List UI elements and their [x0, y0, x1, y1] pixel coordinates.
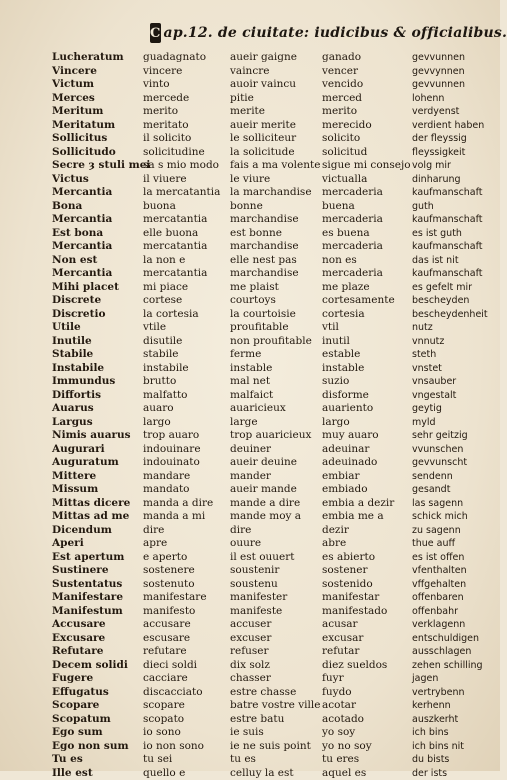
vocabulary-entry: scopare — [143, 699, 225, 713]
vocabulary-entry: mandato — [143, 483, 225, 497]
vocabulary-entry: merito — [322, 105, 410, 119]
vocabulary-entry: kaufmanschaft — [412, 240, 494, 254]
vocabulary-entry: ouure — [230, 537, 320, 551]
vocabulary-entry: Auarus — [52, 402, 140, 416]
vocabulary-entry: non es — [322, 254, 410, 268]
vocabulary-entry: est bonne — [230, 227, 320, 241]
vocabulary-entry: io sono — [143, 726, 225, 740]
vocabulary-entry: cacciare — [143, 672, 225, 686]
vocabulary-entry: embia me a — [322, 510, 410, 524]
vocabulary-entry: merito — [143, 105, 225, 119]
vocabulary-entry: Sollicitudo — [52, 146, 140, 160]
vocabulary-entry: Ille est — [52, 767, 140, 780]
vocabulary-entry: Mittere — [52, 470, 140, 484]
vocabulary-entry: victualla — [322, 173, 410, 187]
vocabulary-entry: kerhenn — [412, 699, 494, 713]
vocabulary-entry: manifestar — [322, 591, 410, 605]
vocabulary-entry: steth — [412, 348, 494, 362]
vocabulary-entry: vngestalt — [412, 389, 494, 403]
vocabulary-entry: tu sei — [143, 753, 225, 767]
vocabulary-entry: sostener — [322, 564, 410, 578]
vocabulary-entry: fuydo — [322, 686, 410, 700]
vocabulary-entry: mi piace — [143, 281, 225, 295]
vocabulary-entry: ie suis — [230, 726, 320, 740]
vocabulary-entry: Mercantia — [52, 186, 140, 200]
vocabulary-entry: vffgehalten — [412, 578, 494, 592]
vocabulary-entry: gevvunscht — [412, 456, 494, 470]
vocabulary-entry: muy auaro — [322, 429, 410, 443]
vocabulary-entry: ie ne suis point — [230, 740, 320, 754]
vocabulary-entry: large — [230, 416, 320, 430]
vocabulary-entry: Scopatum — [52, 713, 140, 727]
vocabulary-entry: soustenir — [230, 564, 320, 578]
vocabulary-entry: largo — [143, 416, 225, 430]
vocabulary-entry: Non est — [52, 254, 140, 268]
vocabulary-entry: Missum — [52, 483, 140, 497]
vocabulary-entry: la courtoisie — [230, 308, 320, 322]
vocabulary-entry: Lucheratum — [52, 51, 140, 65]
vocabulary-entry: estre batu — [230, 713, 320, 727]
vocabulary-entry: Aperi — [52, 537, 140, 551]
vocabulary-entry: Meritum — [52, 105, 140, 119]
vocabulary-entry: buena — [322, 200, 410, 214]
vocabulary-entry: mercaderia — [322, 267, 410, 281]
vocabulary-entry: inutil — [322, 335, 410, 349]
vocabulary-entry: du bists — [412, 753, 494, 767]
vocabulary-entry: pitie — [230, 92, 320, 106]
vocabulary-entry: Diffortis — [52, 389, 140, 403]
vocabulary-entry: vnnutz — [412, 335, 494, 349]
vocabulary-entry: manda a mi — [143, 510, 225, 524]
vocabulary-entry: vencido — [322, 78, 410, 92]
vocabulary-entry: vaincre — [230, 65, 320, 79]
vocabulary-entry: merecido — [322, 119, 410, 133]
vocabulary-entry: manifestado — [322, 605, 410, 619]
vocabulary-entry: Ego sum — [52, 726, 140, 740]
vocabulary-entry: thue auff — [412, 537, 494, 551]
vocabulary-entry: suzio — [322, 375, 410, 389]
vocabulary-entry: excuser — [230, 632, 320, 646]
vocabulary-entry: trop auaricieux — [230, 429, 320, 443]
vocabulary-entry: soustenu — [230, 578, 320, 592]
vocabulary-entry: dix solz — [230, 659, 320, 673]
vocabulary-entry: vencer — [322, 65, 410, 79]
vocabulary-entry: vertrybenn — [412, 686, 494, 700]
vocabulary-entry: bescheyden — [412, 294, 494, 308]
vocabulary-entry: dezir — [322, 524, 410, 538]
vocabulary-entry: malfatto — [143, 389, 225, 403]
vocabulary-entry: Immundus — [52, 375, 140, 389]
vocabulary-entry: sostenere — [143, 564, 225, 578]
vocabulary-entry: das ist nit — [412, 254, 494, 268]
vocabulary-entry: verdyenst — [412, 105, 494, 119]
vocabulary-entry: yo no soy — [322, 740, 410, 754]
vocabulary-entry: cortesamente — [322, 294, 410, 308]
vocabulary-entry: dire — [143, 524, 225, 538]
vocabulary-entry: chasser — [230, 672, 320, 686]
vocabulary-entry: jagen — [412, 672, 494, 686]
vocabulary-entry: Vincere — [52, 65, 140, 79]
vocabulary-entry: Bona — [52, 200, 140, 214]
vocabulary-entry: Sustentatus — [52, 578, 140, 592]
vocabulary-entry: manifestare — [143, 591, 225, 605]
vocabulary-entry: es buena — [322, 227, 410, 241]
vocabulary-entry: Manifestum — [52, 605, 140, 619]
vocabulary-entry: aquel es — [322, 767, 410, 780]
vocabulary-entry: e aperto — [143, 551, 225, 565]
vocabulary-entry: buona — [143, 200, 225, 214]
vocabulary-entry: der fleyssig — [412, 132, 494, 146]
vocabulary-entry: manifesto — [143, 605, 225, 619]
vocabulary-entry: instable — [230, 362, 320, 376]
vocabulary-entry: Mihi placet — [52, 281, 140, 295]
vocabulary-entry: il solicito — [143, 132, 225, 146]
vocabulary-entry: Secre ȝ stuli mei — [52, 159, 140, 173]
vocabulary-entry: io non sono — [143, 740, 225, 754]
vocabulary-entry: tu es — [230, 753, 320, 767]
vocabulary-entry: il viuere — [143, 173, 225, 187]
vocabulary-entry: mercaderia — [322, 213, 410, 227]
vocabulary-entry: instable — [322, 362, 410, 376]
latin-column — [52, 51, 140, 701]
vocabulary-entry: ganado — [322, 51, 410, 65]
vocabulary-entry: der ists — [412, 767, 494, 780]
vocabulary-entry: mandare — [143, 470, 225, 484]
vocabulary-entry: vnstet — [412, 362, 494, 376]
vocabulary-entry: verdient haben — [412, 119, 494, 133]
vocabulary-entry: manda a dire — [143, 497, 225, 511]
vocabulary-entry: myld — [412, 416, 494, 430]
vocabulary-entry: Mercantia — [52, 213, 140, 227]
vocabulary-entry: escusare — [143, 632, 225, 646]
vocabulary-entry: vfenthalten — [412, 564, 494, 578]
vocabulary-entry: diez sueldos — [322, 659, 410, 673]
italian-column — [143, 51, 225, 701]
vocabulary-entry: Instabile — [52, 362, 140, 376]
vocabulary-entry: Refutare — [52, 645, 140, 659]
vocabulary-entry: guth — [412, 200, 494, 214]
vocabulary-entry: la solicitude — [230, 146, 320, 160]
vocabulary-entry: auaricieux — [230, 402, 320, 416]
vocabulary-entry: nutz — [412, 321, 494, 335]
vocabulary-entry: Ego non sum — [52, 740, 140, 754]
vocabulary-entry: vnsauber — [412, 375, 494, 389]
vocabulary-entry: gevvunnen — [412, 51, 494, 65]
vocabulary-entry: solicito — [322, 132, 410, 146]
vocabulary-entry: il est ouuert — [230, 551, 320, 565]
vocabulary-entry: lohenn — [412, 92, 494, 106]
vocabulary-entry: cortese — [143, 294, 225, 308]
vocabulary-entry: sendenn — [412, 470, 494, 484]
vocabulary-entry: le viure — [230, 173, 320, 187]
vocabulary-entry: instabile — [143, 362, 225, 376]
vocabulary-entry: indouinare — [143, 443, 225, 457]
vocabulary-entry: Nimis auarus — [52, 429, 140, 443]
vocabulary-entry: ausschlagen — [412, 645, 494, 659]
vocabulary-entry: proufitable — [230, 321, 320, 335]
vocabulary-entry: zehen schilling — [412, 659, 494, 673]
vocabulary-entry: largo — [322, 416, 410, 430]
vocabulary-entry: marchandise — [230, 267, 320, 281]
vocabulary-entry: gesandt — [412, 483, 494, 497]
vocabulary-entry: apre — [143, 537, 225, 551]
vocabulary-entry: trop auaro — [143, 429, 225, 443]
vocabulary-entry: solicitud — [322, 146, 410, 160]
vocabulary-entry: disforme — [322, 389, 410, 403]
vocabulary-entry: Est bona — [52, 227, 140, 241]
vocabulary-entry: sostenido — [322, 578, 410, 592]
vocabulary-entry: Accusare — [52, 618, 140, 632]
vocabulary-entry: mercaderia — [322, 240, 410, 254]
vocabulary-entry: vtil — [322, 321, 410, 335]
vocabulary-entry: la marchandise — [230, 186, 320, 200]
vocabulary-entry: Discretio — [52, 308, 140, 322]
vocabulary-entry: Scopare — [52, 699, 140, 713]
vocabulary-entry: mal net — [230, 375, 320, 389]
vocabulary-entry: volg mir — [412, 159, 494, 173]
vocabulary-entry: estable — [322, 348, 410, 362]
vocabulary-entry: sehr geitzig — [412, 429, 494, 443]
vocabulary-entry: excusar — [322, 632, 410, 646]
vocabulary-entry: fuyr — [322, 672, 410, 686]
vocabulary-entry: acotado — [322, 713, 410, 727]
vocabulary-entry: tu eres — [322, 753, 410, 767]
vocabulary-entry: scopato — [143, 713, 225, 727]
vocabulary-entry: elle nest pas — [230, 254, 320, 268]
vocabulary-entry: manifester — [230, 591, 320, 605]
vocabulary-entry: Sustinere — [52, 564, 140, 578]
vocabulary-entry: Meritatum — [52, 119, 140, 133]
vocabulary-entry: refuser — [230, 645, 320, 659]
vocabulary-entry: mercatantia — [143, 267, 225, 281]
vocabulary-entry: estre chasse — [230, 686, 320, 700]
vocabulary-entry: aueir merite — [230, 119, 320, 133]
vocabulary-entry: Decem solidi — [52, 659, 140, 673]
vocabulary-entry: fais a ma volente — [230, 159, 320, 173]
vocabulary-entry: es gefelt mir — [412, 281, 494, 295]
vocabulary-entry: marchandise — [230, 213, 320, 227]
vocabulary-entry: Mittas ad me — [52, 510, 140, 524]
vocabulary-entry: fleyssigkeit — [412, 146, 494, 160]
vocabulary-entry: Discrete — [52, 294, 140, 308]
vocabulary-entry: celluy la est — [230, 767, 320, 780]
vocabulary-entry: solicitudine — [143, 146, 225, 160]
vocabulary-entry: disutile — [143, 335, 225, 349]
vocabulary-entry: sa s mio modo — [143, 159, 225, 173]
vocabulary-entry: accusare — [143, 618, 225, 632]
vocabulary-entry: stabile — [143, 348, 225, 362]
vocabulary-entry: embia a dezir — [322, 497, 410, 511]
vocabulary-entry: me plaze — [322, 281, 410, 295]
vocabulary-entry: auszkerht — [412, 713, 494, 727]
vocabulary-entry: entschuldigen — [412, 632, 494, 646]
vocabulary-entry: manifeste — [230, 605, 320, 619]
vocabulary-entry: discacciato — [143, 686, 225, 700]
chapter-title: ap.12. de ciuitate: iudicibus & officialibus. — [164, 25, 507, 41]
vocabulary-entry: gevvynnen — [412, 65, 494, 79]
vocabulary-entry: mercatantia — [143, 240, 225, 254]
vocabulary-entry: vtile — [143, 321, 225, 335]
vocabulary-entry: verklagenn — [412, 618, 494, 632]
vocabulary-entry: dire — [230, 524, 320, 538]
vocabulary-entry: mercede — [143, 92, 225, 106]
vocabulary-entry: Fugere — [52, 672, 140, 686]
vocabulary-entry: adeuinar — [322, 443, 410, 457]
vocabulary-entry: zu sagenn — [412, 524, 494, 538]
vocabulary-entry: mande moy a — [230, 510, 320, 524]
vocabulary-entry: mander — [230, 470, 320, 484]
vocabulary-entry: guadagnato — [143, 51, 225, 65]
vocabulary-entry: kaufmanschaft — [412, 213, 494, 227]
vocabulary-entry: Sollicitus — [52, 132, 140, 146]
vocabulary-entry: la non e — [143, 254, 225, 268]
vocabulary-entry: meritato — [143, 119, 225, 133]
initial-letter: C — [150, 23, 161, 43]
vocabulary-entry: gevvunnen — [412, 78, 494, 92]
vocabulary-entry: quello e — [143, 767, 225, 780]
vocabulary-entry: ich bins nit — [412, 740, 494, 754]
vocabulary-entry: Merces — [52, 92, 140, 106]
vocabulary-entry: mande a dire — [230, 497, 320, 511]
german-column — [412, 51, 494, 701]
vocabulary-entry: brutto — [143, 375, 225, 389]
vocabulary-entry: es ist guth — [412, 227, 494, 241]
vocabulary-entry: refutare — [143, 645, 225, 659]
vocabulary-entry: schick mich — [412, 510, 494, 524]
vocabulary-entry: dieci soldi — [143, 659, 225, 673]
vocabulary-entry: mercaderia — [322, 186, 410, 200]
vocabulary-entry: courtoys — [230, 294, 320, 308]
vocabulary-entry: dinharung — [412, 173, 494, 187]
vocabulary-entry: Utile — [52, 321, 140, 335]
vocabulary-entry: me plaist — [230, 281, 320, 295]
vocabulary-entry: vvunschen — [412, 443, 494, 457]
vocabulary-entry: Victum — [52, 78, 140, 92]
vocabulary-entry: Auguratum — [52, 456, 140, 470]
vocabulary-entry: mercatantia — [143, 213, 225, 227]
vocabulary-entry: acotar — [322, 699, 410, 713]
vocabulary-entry: merced — [322, 92, 410, 106]
vocabulary-entry: Victus — [52, 173, 140, 187]
vocabulary-entry: la mercatantia — [143, 186, 225, 200]
vocabulary-entry: le solliciteur — [230, 132, 320, 146]
vocabulary-entry: merite — [230, 105, 320, 119]
vocabulary-entry: embiado — [322, 483, 410, 497]
vocabulary-entry: indouinato — [143, 456, 225, 470]
vocabulary-entry: adeuinado — [322, 456, 410, 470]
vocabulary-entry: es abierto — [322, 551, 410, 565]
vocabulary-entry: bescheydenheit — [412, 308, 494, 322]
vocabulary-entry: la cortesia — [143, 308, 225, 322]
vocabulary-entry: las sagenn — [412, 497, 494, 511]
vocabulary-entry: kaufmanschaft — [412, 186, 494, 200]
vocabulary-entry: aueir mande — [230, 483, 320, 497]
vocabulary-entry: Stabile — [52, 348, 140, 362]
vocabulary-entry: accuser — [230, 618, 320, 632]
chapter-heading — [150, 22, 440, 44]
vocabulary-entry: deuiner — [230, 443, 320, 457]
vocabulary-entry: Inutile — [52, 335, 140, 349]
vocabulary-entry: auariento — [322, 402, 410, 416]
vocabulary-entry: Est apertum — [52, 551, 140, 565]
vocabulary-entry: Augurari — [52, 443, 140, 457]
vocabulary-entry: Tu es — [52, 753, 140, 767]
vocabulary-entry: refutar — [322, 645, 410, 659]
vocabulary-entry: yo soy — [322, 726, 410, 740]
vocabulary-entry: ich bins — [412, 726, 494, 740]
vocabulary-entry: auoir vaincu — [230, 78, 320, 92]
vocabulary-entry: elle buona — [143, 227, 225, 241]
vocabulary-entry: Mercantia — [52, 267, 140, 281]
vocabulary-entry: auaro — [143, 402, 225, 416]
vocabulary-entry: Effugatus — [52, 686, 140, 700]
vocabulary-entry: marchandise — [230, 240, 320, 254]
vocabulary-entry: abre — [322, 537, 410, 551]
vocabulary-entry: cortesia — [322, 308, 410, 322]
vocabulary-entry: ferme — [230, 348, 320, 362]
vocabulary-entry: offenbahr — [412, 605, 494, 619]
vocabulary-entry: sigue mi consejo — [322, 159, 410, 173]
vocabulary-entry: Mittas dicere — [52, 497, 140, 511]
vocabulary-entry: acusar — [322, 618, 410, 632]
vocabulary-entry: malfaict — [230, 389, 320, 403]
vocabulary-entry: batre vostre ville — [230, 699, 320, 713]
vocabulary-entry: Excusare — [52, 632, 140, 646]
vocabulary-entry: vinto — [143, 78, 225, 92]
vocabulary-entry: embiar — [322, 470, 410, 484]
vocabulary-entry: geytig — [412, 402, 494, 416]
vocabulary-entry: sostenuto — [143, 578, 225, 592]
french-column — [230, 51, 320, 701]
vocabulary-entry: Dicendum — [52, 524, 140, 538]
spanish-column — [322, 51, 410, 701]
vocabulary-entry: es ist offen — [412, 551, 494, 565]
vocabulary-entry: offenbaren — [412, 591, 494, 605]
vocabulary-entry: bonne — [230, 200, 320, 214]
vocabulary-entry: vincere — [143, 65, 225, 79]
vocabulary-entry: aueir deuine — [230, 456, 320, 470]
vocabulary-entry: Manifestare — [52, 591, 140, 605]
vocabulary-entry: Mercantia — [52, 240, 140, 254]
vocabulary-entry: non proufitable — [230, 335, 320, 349]
vocabulary-entry: aueir gaigne — [230, 51, 320, 65]
vocabulary-entry: kaufmanschaft — [412, 267, 494, 281]
vocabulary-entry: Largus — [52, 416, 140, 430]
